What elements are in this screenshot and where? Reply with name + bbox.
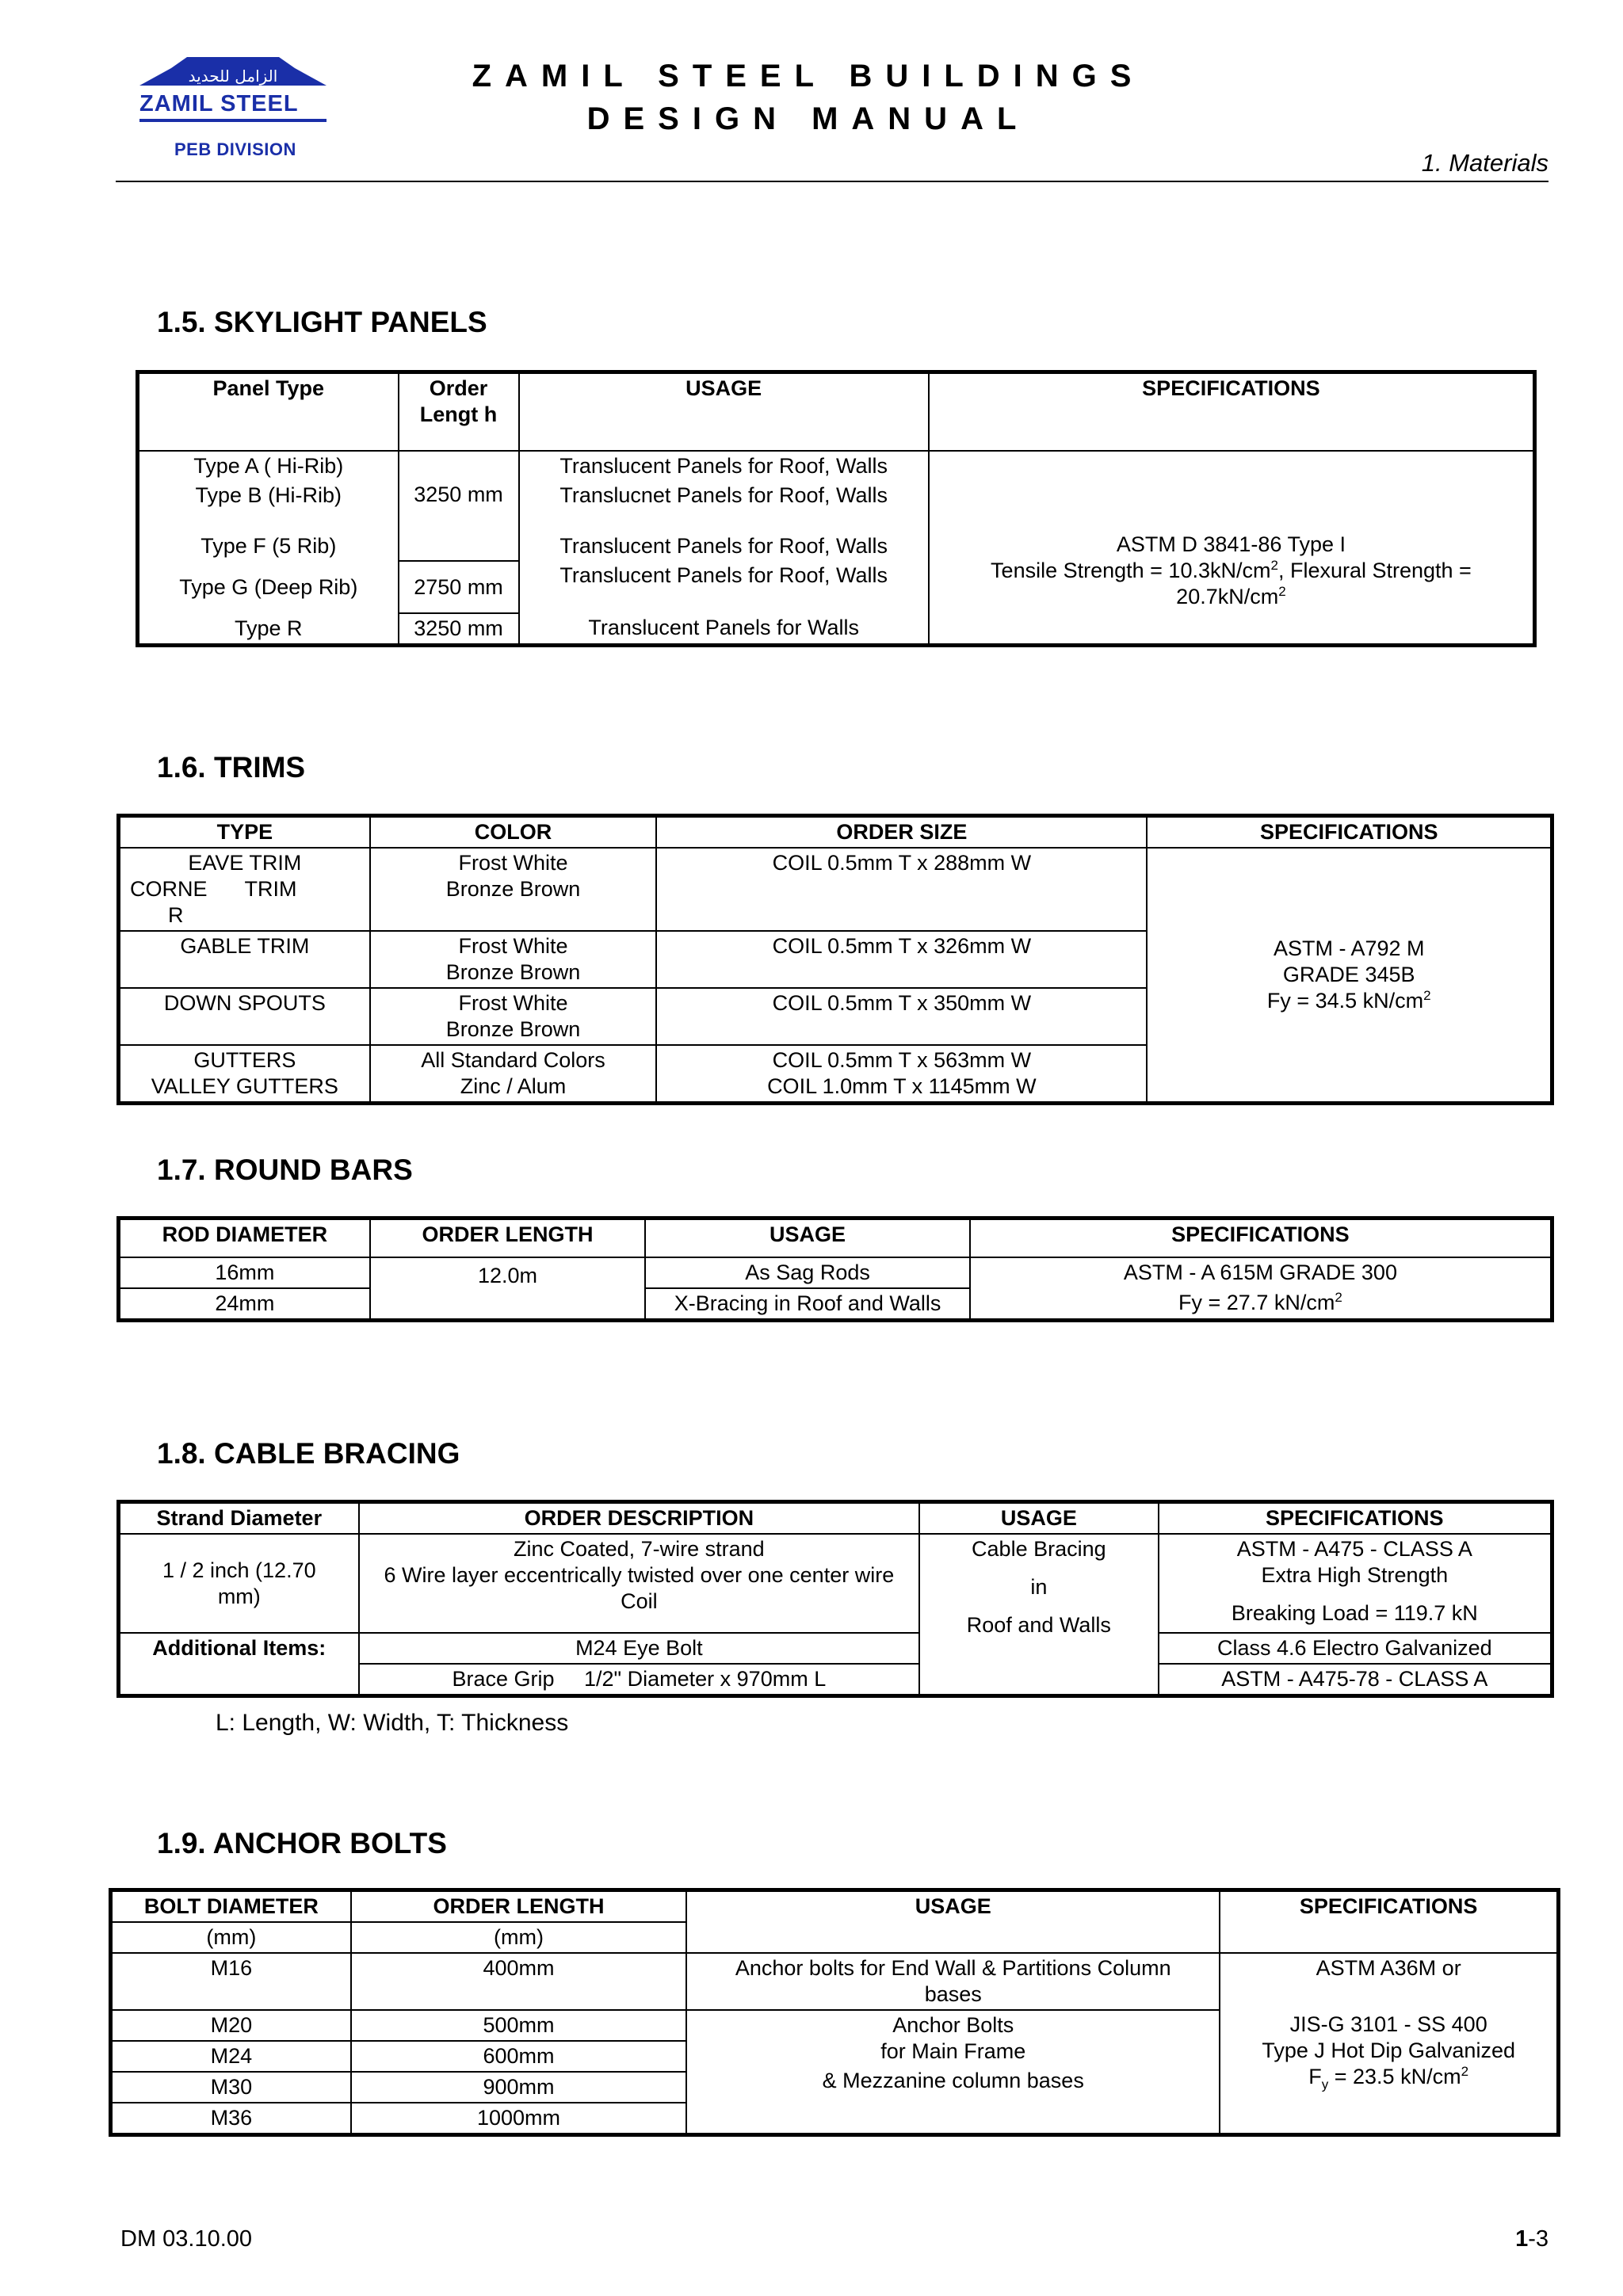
page-number-bold: 1: [1515, 2226, 1529, 2252]
spec-sup: 2: [1461, 2064, 1469, 2079]
additional-item-spec: ASTM - A475-78 - CLASS A: [1159, 1664, 1551, 1695]
bolt-length: 600mm: [351, 2041, 686, 2072]
spec-cell: [929, 451, 1533, 644]
trim-color: [370, 1045, 657, 1102]
col-header: COLOR: [370, 817, 657, 848]
page-number: [1515, 2226, 1549, 2252]
additional-item: M24 Eye Bolt: [359, 1633, 919, 1664]
table-row: [112, 1953, 1557, 2010]
col-header: USAGE: [919, 1503, 1159, 1534]
bolt-length: 500mm: [351, 2010, 686, 2041]
title-line-2: DESIGN MANUAL: [586, 101, 1030, 136]
spec-line: [936, 558, 1526, 610]
usage: Translucent Panels for Roof, Walls: [519, 532, 929, 561]
col-header: USAGE: [645, 1219, 969, 1257]
col-header: SPECIFICATIONS: [970, 1219, 1551, 1257]
table-row: [120, 1257, 1551, 1288]
cable-table: [119, 1502, 1552, 1695]
additional-item-spec: Class 4.6 Electro Galvanized: [1159, 1633, 1551, 1664]
table-row: [120, 1633, 1551, 1664]
trim-type: GABLE TRIM: [120, 931, 370, 988]
usage: Translucnet Panels for Roof, Walls: [519, 481, 929, 532]
heading-cable-bracing: 1.8. CABLE BRACING: [157, 1437, 460, 1470]
title-line-1: ZAMIL STEEL BUILDINGS: [472, 59, 1145, 93]
order-length: 2750 mm: [399, 561, 519, 613]
panel-type: Type A ( Hi-Rib): [139, 451, 399, 481]
color-line: Frost White: [458, 991, 568, 1015]
usage-line: in: [1030, 1575, 1048, 1599]
col-header: SPECIFICATIONS: [1147, 817, 1551, 848]
trim-type-line: GUTTERS: [193, 1048, 296, 1072]
color-line: Bronze Brown: [445, 960, 581, 984]
rod-spec: [970, 1288, 1551, 1319]
col-header: ORDER LENGTH: [351, 1891, 686, 1922]
trim-type-line: R: [168, 903, 184, 927]
table-header-row: [139, 373, 1533, 451]
usage: Translucent Panels for Walls: [519, 613, 929, 644]
spec-sub: y: [1321, 2077, 1329, 2092]
heading-anchor-bolts: 1.9. ANCHOR BOLTS: [157, 1827, 447, 1859]
order-length: 3250 mm: [399, 613, 519, 644]
additional-items-label: Additional Items:: [120, 1633, 359, 1695]
panel-type: Type R: [139, 613, 399, 644]
trim-size: [656, 1045, 1147, 1102]
anchor-bolts-table: [111, 1890, 1558, 2134]
bolt-diameter: M16: [112, 1953, 351, 2010]
table-row: [112, 2010, 1557, 2041]
bolt-length: 900mm: [351, 2072, 686, 2103]
unit-label: (mm): [351, 1922, 686, 1953]
heading-trims: 1.6. TRIMS: [157, 751, 306, 784]
spec-text: = 23.5 kN/cm: [1328, 2065, 1461, 2088]
trim-type: [120, 848, 370, 931]
col-header: SPECIFICATIONS: [929, 373, 1533, 451]
spec-text: F: [1308, 2065, 1322, 2088]
spec-line: Breaking Load = 119.7 kN: [1231, 1601, 1478, 1625]
color-line: Frost White: [458, 934, 568, 958]
rod-diameter: 16mm: [120, 1257, 370, 1288]
logo-arabic-mark: [139, 57, 327, 86]
usage-line: Anchor Bolts: [892, 2013, 1014, 2037]
logo-arabic-text: الزامل للحديد: [188, 67, 278, 86]
order-description: [359, 1534, 919, 1633]
usage: Translucent Panels for Roof, Walls: [519, 561, 929, 613]
col-header: ORDER SIZE: [656, 817, 1147, 848]
spec-sup: 2: [1278, 583, 1286, 599]
bolt-usage: [686, 2010, 1220, 2134]
spec-text: , Flexural Strength = 20.7kN/cm: [1176, 558, 1472, 608]
bolt-diameter: M24: [112, 2041, 351, 2072]
desc-line: Zinc Coated, 7-wire strand: [514, 1537, 765, 1561]
col-header: SPECIFICATIONS: [1220, 1891, 1557, 1953]
rod-length: 12.0m: [370, 1257, 646, 1319]
heading-round-bars: 1.7. ROUND BARS: [157, 1154, 413, 1186]
col-header: BOLT DIAMETER: [112, 1891, 351, 1922]
spec-sup: 2: [1423, 988, 1431, 1003]
spec-sup: 2: [1335, 1290, 1342, 1305]
col-header: SPECIFICATIONS: [1159, 1503, 1551, 1534]
logo-bar: [139, 119, 327, 122]
spec-line: [1154, 988, 1544, 1014]
trim-size: COIL 0.5mm T x 350mm W: [656, 988, 1147, 1045]
bolt-diameter: M30: [112, 2072, 351, 2103]
trim-size: COIL 0.5mm T x 326mm W: [656, 931, 1147, 988]
rod-usage: As Sag Rods: [645, 1257, 969, 1288]
trim-color: [370, 848, 657, 931]
bolt-spec: [1220, 2010, 1557, 2134]
usage-line: & Mezzanine column bases: [822, 2069, 1084, 2092]
spec-text: Fy = 27.7 kN/cm: [1178, 1291, 1335, 1314]
col-header: ROD DIAMETER: [120, 1219, 370, 1257]
bolt-diameter: M20: [112, 2010, 351, 2041]
cable-usage: [919, 1534, 1159, 1695]
col-header: ORDER LENGTH: [370, 1219, 646, 1257]
table-row: [120, 1534, 1551, 1633]
bolt-diameter: M36: [112, 2103, 351, 2134]
spec-text: Fy = 34.5 kN/cm: [1266, 989, 1424, 1013]
panel-type: Type B (Hi-Rib): [139, 481, 399, 532]
table-header-row: [112, 1891, 1557, 1922]
trim-type-line: VALLEY GUTTERS: [151, 1074, 338, 1098]
rod-spec: ASTM - A 615M GRADE 300: [970, 1257, 1551, 1288]
trim-type-line: CORNE TRIM: [130, 877, 297, 901]
trim-size: COIL 0.5mm T x 288mm W: [656, 848, 1147, 931]
table-header-row: [120, 1503, 1551, 1534]
trim-type: [120, 1045, 370, 1102]
color-line: Zinc / Alum: [460, 1074, 567, 1098]
logo-brand: ZAMIL STEEL: [139, 91, 299, 116]
panel-type: Type G (Deep Rib): [139, 561, 399, 613]
cable-spec: [1159, 1534, 1551, 1633]
trim-type: DOWN SPOUTS: [120, 988, 370, 1045]
table-row: [139, 451, 1533, 481]
company-logo: [139, 57, 327, 160]
strand-diameter: 1 / 2 inch (12.70 mm): [120, 1534, 359, 1633]
table-header-row: [120, 817, 1551, 848]
trim-spec: [1147, 848, 1551, 1102]
order-length: 3250 mm: [399, 451, 519, 561]
col-header: USAGE: [686, 1891, 1220, 1953]
spec-line: GRADE 345B: [1282, 963, 1415, 986]
usage: Translucent Panels for Roof, Walls: [519, 451, 929, 481]
color-line: Frost White: [458, 851, 568, 875]
document-code: DM 03.10.00: [120, 2226, 253, 2252]
unit-label: (mm): [112, 1922, 351, 1953]
bolt-length: 400mm: [351, 1953, 686, 2010]
spec-line: Type J Hot Dip Galvanized: [1262, 2039, 1515, 2062]
table-row: [120, 1288, 1551, 1319]
rod-diameter: 24mm: [120, 1288, 370, 1319]
usage-line: Roof and Walls: [966, 1613, 1111, 1637]
spec-text: Tensile Strength = 10.3kN/cm: [991, 558, 1271, 582]
col-header: ORDER DESCRIPTION: [359, 1503, 919, 1534]
col-header: Order Lengt h: [399, 373, 519, 451]
abbreviation-legend: L: Length, W: Width, T: Thickness: [216, 1710, 569, 1736]
rod-usage: X-Bracing in Roof and Walls: [645, 1288, 969, 1319]
bolt-usage: Anchor bolts for End Wall & Partitions Column bases: [686, 1953, 1220, 2010]
section-label: 1. Materials: [1421, 149, 1549, 177]
size-line: COIL 1.0mm T x 1145mm W: [767, 1074, 1037, 1098]
additional-item: Brace Grip 1/2" Diameter x 970mm L: [359, 1664, 919, 1695]
skylight-table: [138, 372, 1534, 645]
color-line: Bronze Brown: [445, 1017, 581, 1041]
logo-division: PEB DIVISION: [174, 139, 296, 159]
page-number-rest: -3: [1528, 2226, 1549, 2252]
spec-line: [1227, 2064, 1550, 2090]
spec-sup: 2: [1270, 557, 1278, 573]
col-header: TYPE: [120, 817, 370, 848]
spec-line: ASTM - A792 M: [1273, 936, 1425, 960]
usage-line: for Main Frame: [880, 2039, 1026, 2063]
table-row: [120, 848, 1551, 931]
bolt-length: 1000mm: [351, 2103, 686, 2134]
col-header: Panel Type: [139, 373, 399, 451]
table-header-row: [120, 1219, 1551, 1257]
bolt-spec: ASTM A36M or: [1220, 1953, 1557, 2010]
color-line: Bronze Brown: [445, 877, 581, 901]
color-line: All Standard Colors: [421, 1048, 605, 1072]
spec-line: ASTM D 3841-86 Type I: [1116, 532, 1346, 556]
trims-table: [119, 816, 1552, 1103]
panel-type: Type F (5 Rib): [139, 532, 399, 561]
trim-color: [370, 988, 657, 1045]
usage-line: Cable Bracing: [972, 1537, 1106, 1561]
size-line: COIL 0.5mm T x 563mm W: [772, 1048, 1032, 1072]
trim-color: [370, 931, 657, 988]
spec-line: ASTM - A475 - CLASS A: [1236, 1537, 1472, 1561]
round-bars-table: [119, 1219, 1552, 1320]
header-rule: [116, 181, 1549, 182]
desc-line: 6 Wire layer eccentrically twisted over one center wire Coil: [384, 1563, 895, 1613]
heading-skylight: 1.5. SKYLIGHT PANELS: [157, 306, 487, 338]
col-header: USAGE: [519, 373, 929, 451]
trim-type-line: EAVE TRIM: [188, 851, 302, 875]
col-header: Strand Diameter: [120, 1503, 359, 1534]
spec-line: JIS-G 3101 - SS 400: [1289, 2012, 1487, 2036]
spec-line: Extra High Strength: [1261, 1563, 1449, 1587]
